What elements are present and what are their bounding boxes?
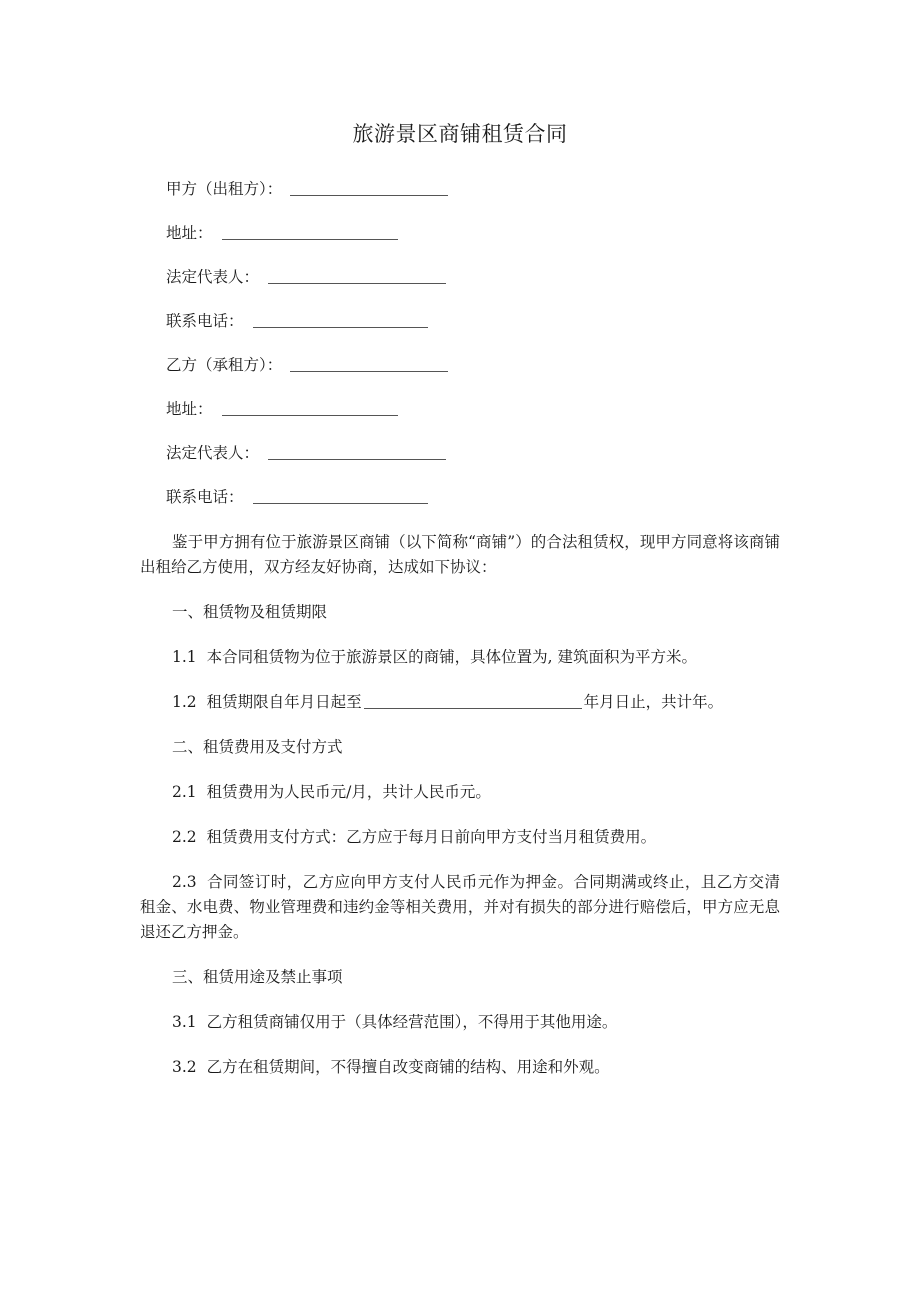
- clause-text-after-blank: 年月日止，共计年。: [583, 693, 724, 711]
- clause-text: 租赁费用为人民币元/月，共计人民币元。: [206, 783, 491, 801]
- clause-3-1: [140, 1010, 780, 1035]
- party-field-blank[interactable]: [290, 356, 448, 372]
- document-body: [140, 178, 780, 1100]
- party-field-tenant-legal-rep: [140, 442, 780, 486]
- section-heading-3: 三、租赁用途及禁止事项: [172, 968, 343, 986]
- party-field-label: 乙方（承租方）：: [166, 356, 283, 374]
- clause-number: 2.1: [172, 783, 197, 801]
- party-field-label: 联系电话：: [166, 312, 244, 330]
- clause-text-before-blank: 租赁期限自年月日起至: [206, 693, 362, 711]
- clause-text: 租赁费用支付方式：乙方应于每月日前向甲方支付当月租赁费用。: [206, 828, 657, 846]
- clause-2-1: [140, 780, 780, 805]
- clause-text: 乙方租赁商铺仅用于（具体经营范围），不得用于其他用途。: [206, 1013, 618, 1031]
- clause-2-2: [140, 825, 780, 850]
- clause-number: 1.1: [172, 648, 197, 666]
- section-heading-1: 一、租赁物及租赁期限: [172, 603, 328, 621]
- clause-text: 乙方在租赁期间，不得擅自改变商铺的结构、用途和外观。: [206, 1058, 610, 1076]
- party-field-blank[interactable]: [222, 400, 398, 416]
- clause-number: 2.2: [172, 828, 197, 846]
- recital-paragraph: 鉴于甲方拥有位于旅游景区商铺（以下简称“商铺”）的合法租赁权，现甲方同意将该商铺出租给乙方使用，双方经友好协商，达成如下协议：: [140, 533, 780, 576]
- clause-number: 1.2: [172, 693, 197, 711]
- clause-number: 3.2: [172, 1058, 197, 1076]
- party-field-label: 法定代表人：: [166, 444, 260, 462]
- clause-2-3: [140, 870, 780, 945]
- party-field-blank[interactable]: [253, 312, 428, 328]
- clause-text: 合同签订时，乙方应向甲方支付人民币元作为押金。合同期满或终止，且乙方交清租金、水电费、物业管理费和违约金等相关费用，并对有损失的部分进行赔偿后，甲方应无息退还乙方押金。: [140, 873, 780, 941]
- party-field-blank[interactable]: [268, 268, 446, 284]
- clause-3-2: [140, 1055, 780, 1080]
- party-field-blank[interactable]: [268, 444, 446, 460]
- section-heading-2: 二、租赁费用及支付方式: [172, 738, 343, 756]
- page-title: 旅游景区商铺租赁合同: [352, 122, 568, 146]
- clause-1-2: [140, 690, 780, 715]
- party-field-blank[interactable]: [222, 224, 398, 240]
- party-field-label: 甲方（出租方）：: [166, 180, 283, 198]
- clause-inline-blank[interactable]: [364, 693, 582, 709]
- party-field-landlord-name: [140, 178, 780, 222]
- party-field-label: 地址：: [166, 224, 213, 242]
- party-field-tenant-phone: [140, 486, 780, 530]
- party-field-label: 地址：: [166, 400, 213, 418]
- party-field-landlord-legal-rep: [140, 266, 780, 310]
- clause-text: 本合同租赁物为位于旅游景区的商铺，具体位置为, 建筑面积为平方米。: [206, 648, 698, 666]
- party-field-landlord-address: [140, 222, 780, 266]
- party-field-label: 联系电话：: [166, 488, 244, 506]
- clause-number: 3.1: [172, 1013, 197, 1031]
- party-field-tenant-address: [140, 398, 780, 442]
- party-field-blank[interactable]: [253, 488, 428, 504]
- clause-number: 2.3: [172, 873, 197, 891]
- clause-1-1: [140, 645, 780, 670]
- party-field-label: 法定代表人：: [166, 268, 260, 286]
- party-field-tenant-name: [140, 354, 780, 398]
- party-field-landlord-phone: [140, 310, 780, 354]
- party-field-blank[interactable]: [290, 180, 448, 196]
